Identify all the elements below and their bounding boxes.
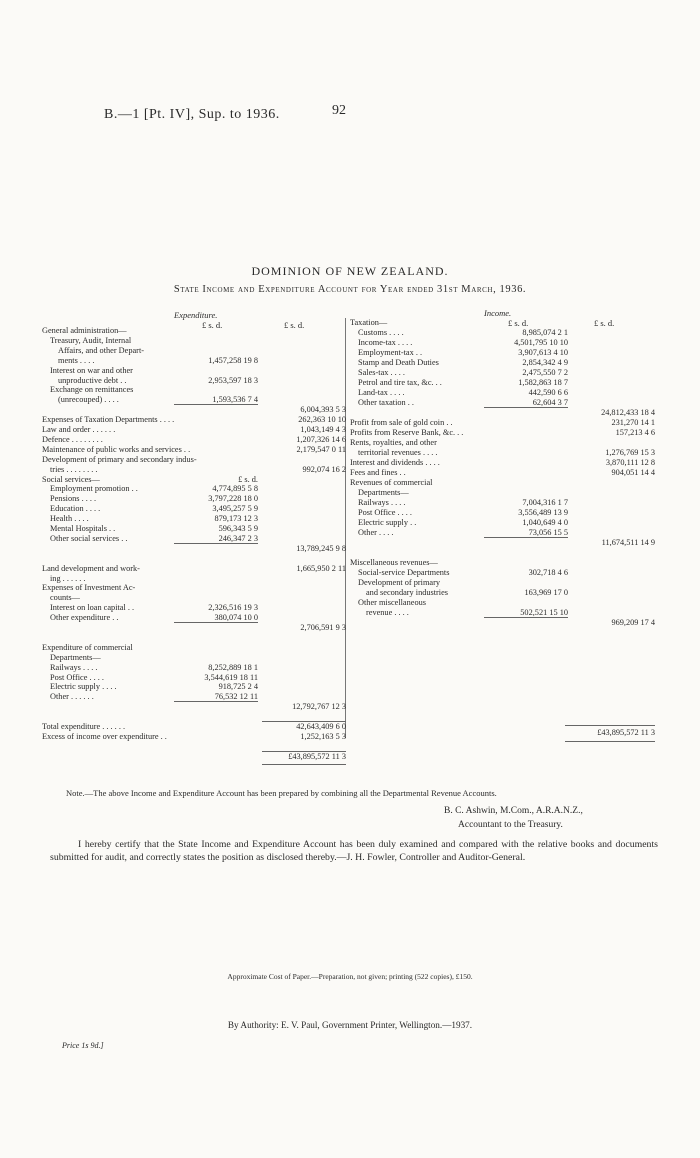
ledger-row-label: Other social services . . [50, 533, 128, 543]
expenditure-units-outer: £ s. d. [284, 320, 305, 330]
ledger-amount-inner: 3,907,613 4 10 [518, 348, 568, 357]
ledger-amount-inner: 2,854,342 4 9 [522, 358, 568, 367]
ledger-row-label: counts— [50, 593, 80, 603]
ledger-amount-inner: 8,985,074 2 1 [522, 328, 568, 337]
ledger-row-label: Employment promotion . . [50, 484, 138, 494]
ledger-amount-inner: 3,556,489 13 9 [518, 508, 568, 517]
ledger-row-label: Miscellaneous revenues— [350, 558, 438, 567]
ledger-amount-inner: 502,521 15 10 [520, 608, 568, 617]
ledger-amount-inner: £ s. d. [238, 474, 258, 484]
expenditure-units-inner: £ s. d. [202, 320, 223, 330]
ledger-amount-inner: 918,725 2 4 [218, 682, 258, 692]
ledger-amount-inner: 1,593,536 7 4 [212, 395, 258, 405]
ledger-amount-outer: 231,270 14 1 [611, 418, 655, 427]
ledger-row-label: Excess of income over expenditure . . [42, 731, 167, 741]
ledger-row-label: Other expenditure . . [50, 613, 119, 623]
note: Note.—The above Income and Expenditure Account has been prepared by combining all the Departmental Revenue Accounts. [66, 788, 497, 798]
ledger-amount-inner: 596,343 5 9 [218, 524, 258, 533]
ledger-row-label: Expenses of Investment Ac- [42, 583, 136, 593]
ledger-row-label: Electric supply . . . . [50, 682, 117, 692]
ledger-row-label: tries . . . . . . . . [50, 464, 98, 474]
ledger-amount-inner: 76,532 12 11 [214, 692, 258, 702]
audit-certification: I hereby certify that the State Income and Expenditure Account has been duly examined and compared with the relative books and documents submitted for audit, and correctly states the position as disclosed thereby.—J. H. Fowler, Controller and Auditor-General. [50, 839, 658, 863]
ledger-row-label: Fees and fines . . [350, 468, 406, 477]
ledger-row-label: Development of primary and secondary indus- [42, 454, 197, 464]
ledger-amount-inner: 879,173 12 3 [214, 514, 258, 524]
ledger-row-label: Post Office . . . . [358, 508, 413, 517]
subtotal-rule [174, 622, 258, 623]
ledger-row-label: Education . . . . [50, 504, 101, 514]
ledger-row-label: Development of primary [358, 578, 441, 587]
ledger-amount-inner: 4,501,795 10 10 [514, 338, 568, 347]
ledger-row-label: revenue . . . . [366, 608, 409, 617]
ledger-amount-inner: 1,582,863 18 7 [518, 378, 568, 387]
document-subtitle: State Income and Expenditure Account for Year ended 31st March, 1936. [173, 284, 527, 295]
signature-name: B. C. Ashwin, M.Com., A.R.A.N.Z., [444, 806, 583, 816]
ledger-row-label: Interest on loan capital . . [50, 603, 135, 613]
ledger-row-label: Other . . . . [358, 528, 394, 537]
ledger-row-label: territorial revenues . . . . [358, 448, 438, 457]
ledger-amount-inner: 1,457,258 19 8 [208, 355, 258, 365]
ledger-amount-outer: 3,870,111 12 8 [605, 458, 655, 467]
ledger-amount-inner: 62,604 3 7 [532, 398, 568, 407]
ledger-amount-inner: 73,056 15 5 [528, 528, 568, 537]
ledger-row-label: Employment-tax . . [358, 348, 423, 357]
ledger-row-label: Other taxation . . [358, 398, 414, 407]
ledger-row-label: Health . . . . [50, 514, 89, 524]
report-reference: B.—1 [Pt. IV], Sup. to 1936. [104, 107, 280, 122]
page-number: 92 [332, 103, 346, 118]
ledger-amount-inner: 1,040,649 4 0 [522, 518, 568, 527]
ledger-row-label: Land development and work- [42, 563, 140, 573]
ledger-amount-outer: 2,706,591 9 3 [300, 623, 346, 632]
ledger-amount-outer: 6,004,393 5 3 [300, 405, 346, 415]
cost-of-paper: Approximate Cost of Paper.—Preparation, not given; printing (522 copies), £150. [227, 972, 473, 981]
signature-title: Accountant to the Treasury. [458, 820, 563, 830]
ledger-amount-outer: 2,179,547 0 11 [296, 444, 346, 454]
ledger-row-label: Taxation— [350, 318, 388, 327]
ledger-amount-inner: 4,774,895 5 8 [212, 484, 258, 494]
ledger-row-label: Other . . . . . . [50, 692, 94, 702]
ledger-amount-outer: £43,895,572 11 3 [288, 751, 346, 761]
ledger-row-label: Rents, royalties, and other [350, 438, 437, 447]
ledger-amount-inner: 2,953,597 18 3 [208, 375, 258, 385]
ledger-amount-outer: 13,789,245 9 8 [296, 543, 346, 553]
ledger-amount-outer: 1,276,769 15 3 [605, 448, 655, 457]
ledger-amount-inner: 380,074 10 0 [214, 613, 258, 623]
income-units-inner: £ s. d. [508, 318, 529, 328]
document-title: DOMINION OF NEW ZEALAND. [251, 264, 449, 278]
ledger-amount-inner: 3,544,619 18 11 [204, 672, 258, 682]
ledger-row-label: Interest on war and other [50, 365, 133, 375]
ledger-amount-outer: 904,051 14 4 [611, 468, 655, 477]
ledger-amount-inner: 2,475,550 7 2 [522, 368, 568, 377]
ledger-row-label: Expenses of Taxation Departments . . . . [42, 415, 175, 425]
ledger-amount-outer: 11,674,511 14 9 [601, 538, 655, 547]
ledger-row-label: Law and order . . . . . . [42, 425, 116, 434]
income-total-underline [565, 741, 655, 742]
ledger-amount-outer: 992,074 16 2 [302, 464, 346, 474]
ledger-row-label: ing . . . . . . [50, 573, 86, 583]
subtotal-rule [484, 407, 568, 408]
ledger-row-label: Profits from Reserve Bank, &c. . . [350, 428, 464, 437]
ledger-row-label: Departments— [358, 488, 409, 497]
ledger-amount-outer: 969,209 17 4 [611, 618, 655, 627]
ledger-amount-outer: 12,792,767 12 3 [292, 702, 346, 712]
ledger-amount-outer: 24,812,433 18 4 [601, 408, 655, 417]
ledger-row-label: Expenditure of commercial [42, 642, 133, 652]
ledger-row-label: Affairs, and other Depart- [58, 345, 145, 355]
ledger-row-label: Railways . . . . [358, 498, 406, 507]
ledger-row-label: Stamp and Death Duties [358, 358, 439, 367]
printer-authority: By Authority: E. V. Paul, Government Printer, Wellington.—1937. [227, 1020, 473, 1030]
subtotal-rule [484, 617, 568, 618]
ledger-row-label: Petrol and tire tax, &c. . . [358, 378, 442, 387]
ledger-row-label: Post Office . . . . [50, 672, 105, 682]
ledger-row-label: and secondary industries [366, 588, 449, 597]
ledger-row-label: Total expenditure . . . . . . [42, 722, 126, 731]
expenditure-heading: Expenditure. [174, 310, 218, 320]
total-rule [262, 751, 346, 752]
ledger-amount-inner: 2,326,516 19 3 [208, 603, 258, 613]
subtotal-rule [484, 537, 568, 538]
ledger-row-label: Sales-tax . . . . [358, 368, 406, 377]
ledger-amount-outer: 1,207,326 14 6 [296, 434, 346, 444]
ledger-row-label: Customs . . . . [358, 328, 404, 337]
ledger-amount-outer: 262,363 10 10 [298, 415, 346, 425]
ledger-amount-inner: 442,590 6 6 [528, 388, 568, 397]
income-grand-total: £43,895,572 11 3 [597, 728, 655, 737]
ledger-row-label: ments . . . . [58, 355, 95, 365]
grand-total-underline [262, 764, 346, 765]
ledger-amount-outer: 1,665,950 2 11 [296, 563, 346, 573]
ledger-row-label: Exchange on remittances [50, 385, 134, 395]
column-divider [345, 318, 346, 738]
ledger-amount-inner: 8,252,889 18 1 [208, 662, 258, 672]
ledger-amount-outer: 1,252,163 5 3 [300, 731, 346, 741]
ledger-row-label: Land-tax . . . . [358, 388, 405, 397]
ledger-amount-inner: 302,718 4 6 [528, 568, 568, 577]
ledger-row-label: General administration— [42, 326, 127, 335]
ledger-amount-inner: 3,495,257 5 9 [212, 504, 258, 514]
ledger-row-label: Social services— [42, 474, 100, 484]
ledger-row-label: Interest and dividends . . . . [350, 458, 440, 467]
ledger-row-label: Mental Hospitals . . [50, 524, 116, 533]
income-units-outer: £ s. d. [594, 318, 615, 328]
ledger-row-label: Social-service Departments [358, 568, 450, 577]
income-total-rule [565, 725, 655, 726]
ledger-row-label: Maintenance of public works and services . . [42, 444, 191, 454]
ledger-row-label: Profit from sale of gold coin . . [350, 418, 453, 427]
ledger-row-label: unproductive debt . . [58, 375, 127, 385]
ledger-row-label: Electric supply . . [358, 518, 417, 527]
ledger-row-label: Other miscellaneous [358, 598, 426, 607]
ledger-amount-outer: 157,213 4 6 [615, 428, 655, 437]
income-heading: Income. [484, 308, 512, 318]
ledger-row-label: (unrecouped) . . . . [58, 395, 119, 405]
ledger-amount-outer: 1,043,149 4 3 [300, 425, 346, 434]
ledger-amount-inner: 246,347 2 3 [218, 533, 258, 543]
ledger-row-label: Departments— [50, 652, 101, 662]
ledger-amount-inner: 163,969 17 0 [524, 588, 568, 597]
price: Price 1s 9d.] [62, 1041, 104, 1050]
ledger-row-label: Revenues of commercial [350, 478, 433, 487]
ledger-row-label: Treasury, Audit, Internal [50, 335, 132, 345]
subtotal-rule [174, 404, 258, 405]
ledger-row-label: Defence . . . . . . . . [42, 434, 103, 444]
subtotal-rule [174, 543, 258, 544]
ledger-amount-inner: 3,797,228 18 0 [208, 494, 258, 504]
ledger-amount-inner: 7,004,316 1 7 [522, 498, 568, 507]
ledger-row-label: Pensions . . . . [50, 494, 97, 504]
ledger-row-label: Income-tax . . . . [358, 338, 413, 347]
ledger-amount-outer: 42,643,409 6 0 [296, 722, 346, 731]
ledger-row-label: Railways . . . . [50, 662, 98, 672]
subtotal-rule [174, 701, 258, 702]
total-rule [262, 721, 346, 722]
